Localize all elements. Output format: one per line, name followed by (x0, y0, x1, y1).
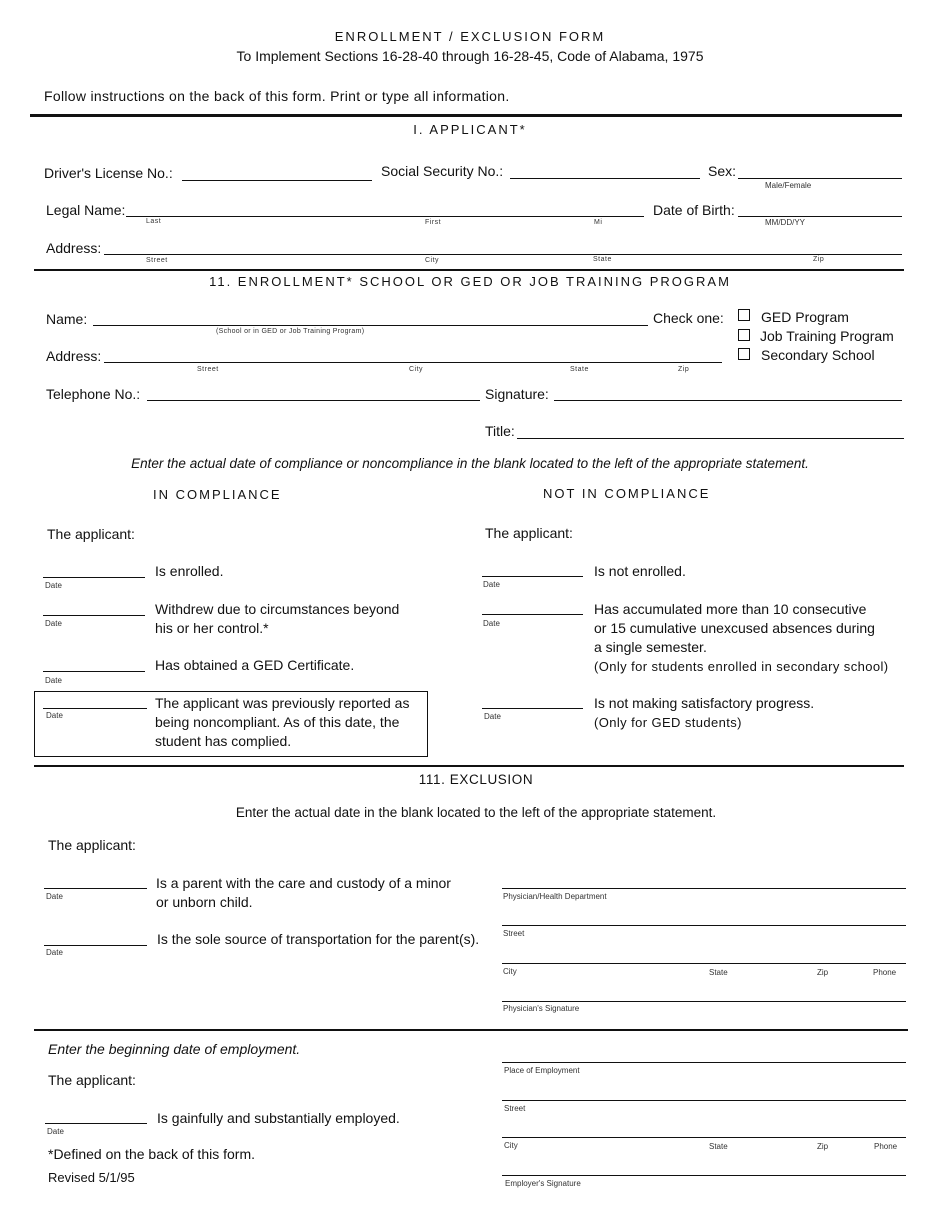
date-hint: Date (46, 892, 63, 901)
divider-3 (34, 1029, 908, 1031)
withdrew-date-field[interactable] (43, 615, 145, 616)
previously-noncompliant-text: The applicant was previously reported as being noncompliant. As of this date, the student has complied. (155, 695, 410, 749)
addr-state-hint: State (593, 256, 612, 263)
date-hint: Date (484, 712, 501, 721)
employment-city-field[interactable] (502, 1137, 906, 1138)
section3-heading: 111. EXCLUSION (418, 772, 534, 787)
complied-date-field[interactable] (43, 708, 147, 709)
school-address-field[interactable] (104, 362, 722, 363)
date-hint: Date (483, 580, 500, 589)
drivers-license-label: Driver's License No.: (44, 165, 173, 181)
physician-zip-label: Zip (817, 968, 829, 977)
physician-field[interactable] (502, 888, 906, 889)
ged-program-label: GED Program (761, 309, 849, 325)
telephone-label: Telephone No.: (46, 386, 141, 402)
progress-date-field[interactable] (482, 708, 583, 709)
signature-label: Signature: (485, 386, 549, 402)
not-enrolled-date-field[interactable] (482, 576, 583, 577)
telephone-field[interactable] (147, 400, 480, 401)
footnote: *Defined on the back of this form. (48, 1146, 255, 1162)
not-applicant-label: The applicant: (485, 525, 573, 541)
ssn-label: Social Security No.: (381, 163, 504, 179)
employment-street-label: Street (504, 1104, 526, 1113)
employment-place-field[interactable] (502, 1062, 906, 1063)
addr-street-hint: Street (146, 257, 168, 264)
date-hint: Date (45, 581, 62, 590)
in-applicant-label: The applicant: (47, 526, 135, 542)
address-label: Address: (46, 240, 102, 256)
title-label: Title: (485, 423, 515, 439)
employment-zip-label: Zip (817, 1142, 829, 1151)
form-instructions: Follow instructions on the back of this form. Print or type all information. (44, 88, 510, 104)
date-hint: Date (47, 1127, 64, 1136)
ssn-field[interactable] (510, 178, 700, 179)
section1-heading: I. APPLICANT* (413, 122, 527, 137)
physician-phone-label: Phone (873, 968, 897, 977)
physician-state-label: State (709, 968, 728, 977)
absences-text: Has accumulated more than 10 consecutive or 15 cumulative unexcused absences during a single semester. (Only for students enrolled in secondary school) (594, 601, 889, 674)
physician-signature-field[interactable] (502, 1001, 906, 1002)
school-addr-state-hint: State (570, 366, 589, 373)
dob-field[interactable] (738, 216, 902, 217)
secondary-school-checkbox[interactable] (738, 348, 750, 360)
job-training-label: Job Training Program (760, 328, 894, 344)
withdrew-text: Withdrew due to circumstances beyond his or her control.* (155, 601, 400, 636)
title-field[interactable] (517, 438, 904, 439)
enrolled-text: Is enrolled. (155, 563, 224, 579)
sex-label: Sex: (708, 163, 737, 179)
not-enrolled-text: Is not enrolled. (594, 563, 686, 579)
signature-field[interactable] (554, 400, 902, 401)
parent-date-field[interactable] (44, 888, 147, 889)
form-title: ENROLLMENT / EXCLUSION FORM (334, 29, 606, 44)
employment-city-label: City (504, 1141, 518, 1150)
emp-applicant-label: The applicant: (48, 1072, 136, 1088)
name-mi-hint: Mi (594, 219, 603, 226)
divider-2 (34, 765, 904, 767)
progress-text: Is not making satisfactory progress. (Only for GED students) (594, 695, 815, 730)
date-hint: Date (45, 619, 62, 628)
form-subtitle: To Implement Sections 16-28-40 through 16-28-45, Code of Alabama, 1975 (236, 48, 704, 64)
employment-date-field[interactable] (45, 1123, 147, 1124)
date-hint: Date (46, 711, 63, 720)
employment-state-label: State (709, 1142, 728, 1151)
legal-name-field[interactable] (126, 216, 644, 217)
sex-hint: Male/Female (765, 181, 812, 190)
ged-cert-text: Has obtained a GED Certificate. (155, 657, 355, 673)
school-address-label: Address: (46, 348, 102, 364)
secondary-school-label: Secondary School (761, 347, 875, 363)
sex-field[interactable] (738, 178, 902, 179)
physician-street-label: Street (503, 929, 525, 938)
absences-date-field[interactable] (482, 614, 583, 615)
exclusion-instruction: Enter the actual date in the blank located to the left of the appropriate statement. (235, 805, 717, 820)
school-name-label: Name: (46, 311, 88, 327)
employment-phone-label: Phone (874, 1142, 898, 1151)
excl-applicant-label: The applicant: (48, 837, 136, 853)
ged-cert-date-field[interactable] (43, 671, 145, 672)
enrolled-date-field[interactable] (43, 577, 145, 578)
date-hint: Date (483, 619, 500, 628)
physician-label: Physician/Health Department (503, 892, 607, 901)
dob-hint: MM/DD/YY (765, 218, 805, 227)
revised-date: Revised 5/1/95 (48, 1170, 135, 1185)
legal-name-label: Legal Name: (46, 202, 126, 218)
compliance-instruction: Enter the actual date of compliance or noncompliance in the blank located to the left of the appropriate statement. (131, 456, 809, 471)
school-addr-zip-hint: Zip (678, 366, 690, 373)
employed-text: Is gainfully and substantially employed. (157, 1110, 400, 1126)
physician-city-field[interactable] (502, 963, 906, 964)
school-name-field[interactable] (93, 325, 648, 326)
check-one-label: Check one: (653, 310, 724, 326)
employer-signature-field[interactable] (502, 1175, 906, 1176)
date-hint: Date (45, 676, 62, 685)
section2-heading: 11. ENROLLMENT* SCHOOL OR GED OR JOB TRAINING PROGRAM (209, 274, 731, 289)
addr-zip-hint: Zip (813, 256, 825, 263)
employment-street-field[interactable] (502, 1100, 906, 1101)
addr-city-hint: City (425, 257, 440, 264)
employment-instruction: Enter the beginning date of employment. (48, 1041, 301, 1057)
date-hint: Date (46, 948, 63, 957)
parent-text: Is a parent with the care and custody of a minor or unborn child. (156, 875, 451, 910)
address-field[interactable] (104, 254, 902, 255)
transport-text: Is the sole source of transportation for the parent(s). (157, 931, 480, 947)
physician-city-label: City (503, 967, 517, 976)
job-training-checkbox[interactable] (738, 329, 750, 341)
school-addr-street-hint: Street (197, 366, 219, 373)
drivers-license-field[interactable] (182, 180, 372, 181)
name-last-hint: Last (146, 218, 162, 225)
not-in-compliance-heading: NOT IN COMPLIANCE (543, 486, 711, 501)
employer-signature-label: Employer's Signature (505, 1179, 581, 1188)
in-compliance-heading: IN COMPLIANCE (153, 487, 282, 502)
divider-1 (34, 269, 904, 271)
transport-date-field[interactable] (44, 945, 147, 946)
employment-place-label: Place of Employment (504, 1066, 580, 1075)
physician-street-field[interactable] (502, 925, 906, 926)
name-first-hint: First (425, 219, 442, 226)
school-name-hint: (School or in GED or Job Training Program) (216, 328, 365, 335)
physician-signature-label: Physician's Signature (503, 1004, 580, 1013)
dob-label: Date of Birth: (653, 202, 735, 218)
school-addr-city-hint: City (409, 366, 424, 373)
divider-top (30, 114, 902, 117)
ged-program-checkbox[interactable] (738, 309, 750, 321)
